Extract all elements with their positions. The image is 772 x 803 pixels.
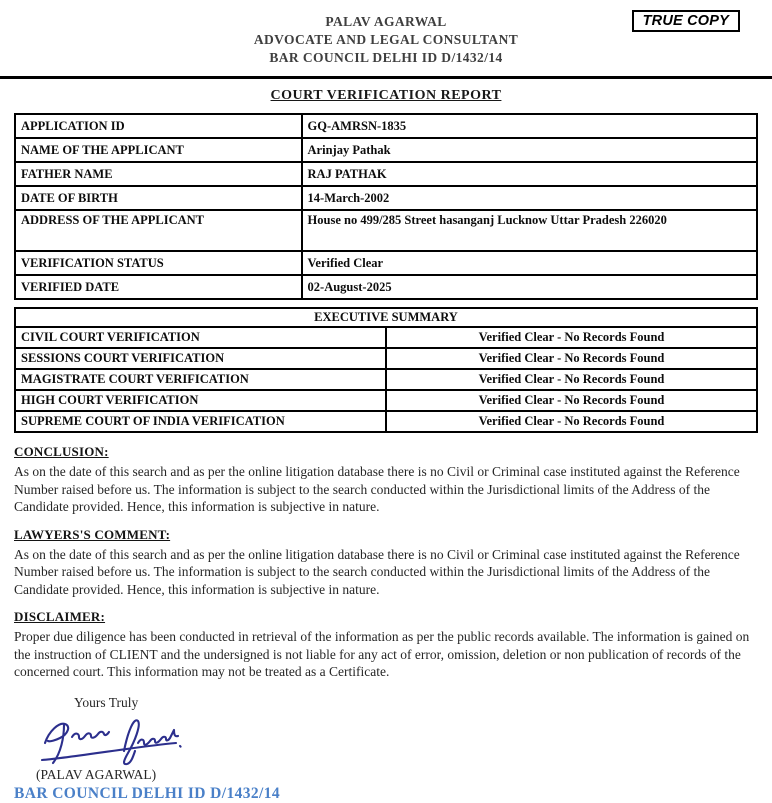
applicant-details-table (14, 113, 758, 300)
table-row (15, 275, 757, 299)
table-row (15, 411, 757, 432)
summary-label: SUPREME COURT OF INDIA VERIFICATION (15, 411, 386, 432)
detail-value: GQ-AMRSN-1835 (302, 114, 757, 138)
executive-summary-table (14, 307, 758, 433)
table-row (15, 348, 757, 369)
conclusion-text: As on the date of this search and as per the online litigation database there is no Civil or Criminal case instituted against the Reference Number raised before us. The information is subject to the search conducted within the Jurisdictional limits of the Address of the Candidate provided. Hence, this information is subjective in nature. (14, 464, 740, 514)
table-row (15, 162, 757, 186)
detail-label: DATE OF BIRTH (15, 186, 302, 210)
summary-label: HIGH COURT VERIFICATION (15, 390, 386, 411)
summary-value: Verified Clear - No Records Found (386, 390, 757, 411)
advocate-bar-id: BAR COUNCIL DELHI ID D/1432/14 (269, 50, 503, 65)
disclaimer-text: Proper due diligence has been conducted in retrieval of the information as per the public records available. The information is gained on the instruction of CLIENT and the undersigned is not liable for any act of error, omission, deletion or non publication of records of the concerned court. This information may not be treated as a Certificate. (14, 629, 750, 679)
table-row (15, 251, 757, 275)
true-copy-stamp: TRUE COPY (632, 10, 740, 32)
summary-label: CIVIL COURT VERIFICATION (15, 327, 386, 348)
signatory-name: (PALAV AGARWAL) (36, 766, 157, 782)
detail-value: 02-August-2025 (302, 275, 757, 299)
detail-label: VERIFICATION STATUS (15, 251, 302, 275)
detail-value: House no 499/285 Street hasanganj Lucknow Uttar Pradesh 226020 (302, 210, 757, 251)
page-title: COURT VERIFICATION REPORT (270, 88, 502, 103)
table-row (15, 390, 757, 411)
conclusion-heading: CONCLUSION: (14, 444, 109, 459)
summary-value: Verified Clear - No Records Found (386, 369, 757, 390)
table-header-row (15, 308, 757, 327)
table-row (15, 138, 757, 162)
document-body (0, 88, 772, 803)
executive-summary-title: EXECUTIVE SUMMARY (15, 308, 757, 327)
bar-council-id-line: BAR COUNCIL DELHI ID D/1432/14 (14, 784, 281, 802)
lawyers-comment-text: As on the date of this search and as per the online litigation database there is no Civil or Criminal case instituted against the Reference Number raised before us. The information is subject to the search conducted within the Jurisdictional limits of the Address of the Candidate provided. Hence, this information is subjective in nature. (14, 546, 740, 597)
table-row (15, 210, 757, 251)
table-row (15, 327, 757, 348)
disclaimer-heading: DISCLAIMER: (14, 609, 106, 624)
detail-label: FATHER NAME (15, 162, 302, 186)
header-divider (0, 76, 772, 79)
detail-label: APPLICATION ID (15, 114, 302, 138)
signature-image (40, 713, 758, 767)
advocate-title: ADVOCATE AND LEGAL CONSULTANT (253, 32, 519, 47)
table-row (15, 114, 757, 138)
detail-value: 14-March-2002 (302, 186, 757, 210)
detail-value: Verified Clear (302, 251, 757, 275)
summary-label: SESSIONS COURT VERIFICATION (15, 348, 386, 369)
table-row (15, 186, 757, 210)
detail-value: RAJ PATHAK (302, 162, 757, 186)
signature-svg (40, 713, 190, 767)
summary-value: Verified Clear - No Records Found (386, 348, 757, 369)
lawyers-comment-heading: LAWYERS'S COMMENT: (14, 526, 171, 542)
closing-salutation: Yours Truly (74, 694, 139, 710)
summary-value: Verified Clear - No Records Found (386, 327, 757, 348)
advocate-name: PALAV AGARWAL (325, 14, 447, 29)
detail-value: Arinjay Pathak (302, 138, 757, 162)
table-row (15, 369, 757, 390)
summary-value: Verified Clear - No Records Found (386, 411, 757, 432)
detail-label: VERIFIED DATE (15, 275, 302, 299)
detail-label: ADDRESS OF THE APPLICANT (15, 210, 302, 251)
summary-label: MAGISTRATE COURT VERIFICATION (15, 369, 386, 390)
detail-label: NAME OF THE APPLICANT (15, 138, 302, 162)
